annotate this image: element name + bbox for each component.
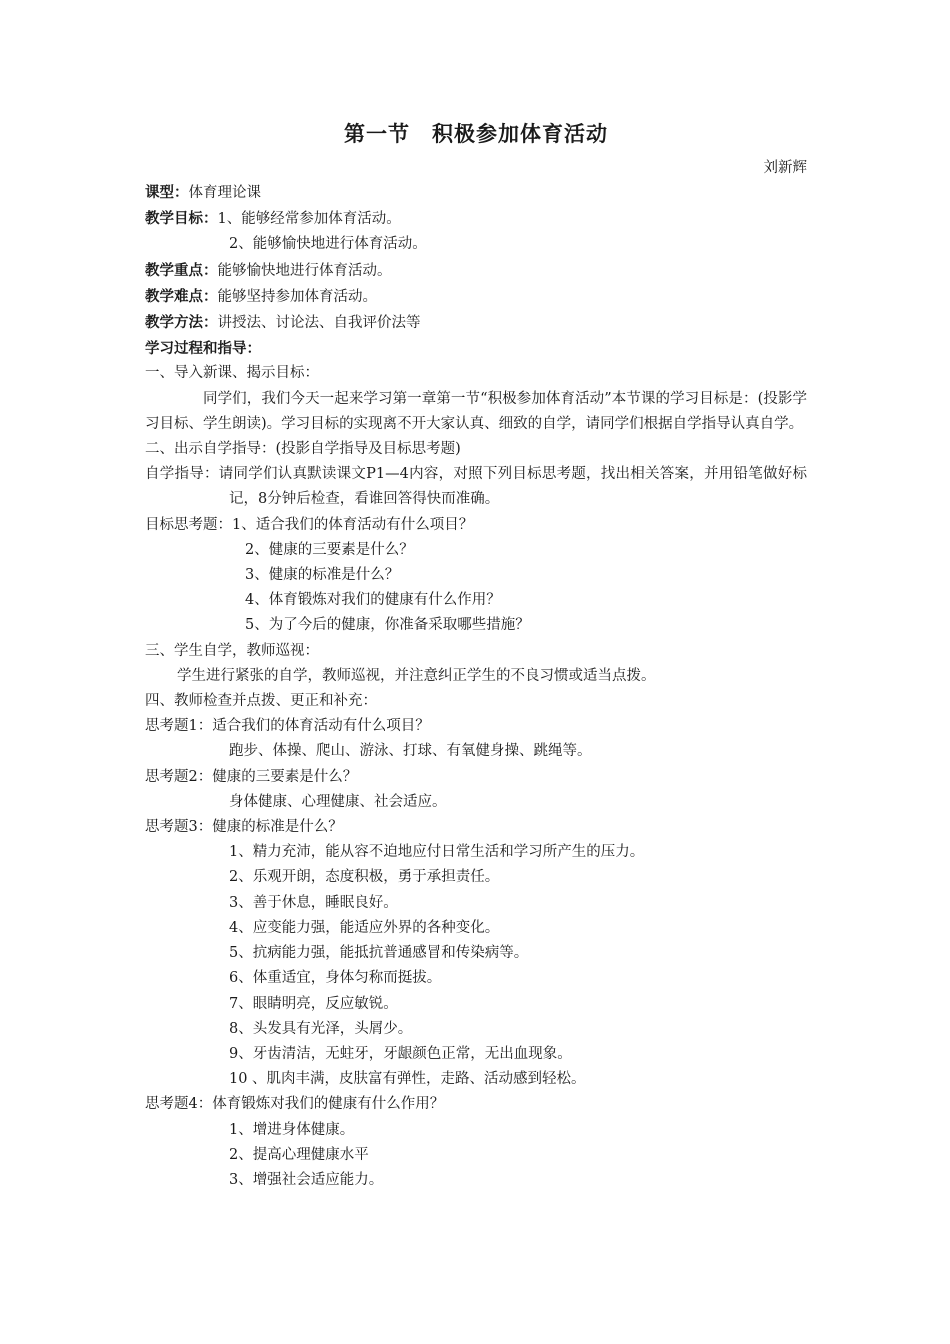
method-line (145, 310, 807, 336)
course-type-line (145, 180, 807, 206)
q3-answer-item: 8、头发具有光泽，头屑少。 (229, 1020, 413, 1037)
section-3-paragraph: 学生进行紧张的自学，教师巡视，并注意纠正学生的不良习惯或适当点拨。 (177, 667, 656, 684)
q4-answer-item: 2、提高心理健康水平 (229, 1146, 369, 1163)
section-1-paragraph: 同学们，我们今天一起来学习第一章第一节“积极参加体育活动”本节课的学习目标是：(投影学习目标、学生朗读)。学习目标的实现离不开大家认真、细致的自学，请同学们根据自学指导认真自学。 (145, 390, 807, 432)
q3-line (145, 815, 807, 840)
author-name: 刘新辉 (763, 160, 807, 176)
teaching-goal-1: 1、能够经常参加体育活动。 (217, 211, 401, 228)
question-item: 5、为了今后的健康，你准备采取哪些措施？ (245, 617, 530, 634)
question-item: 3、健康的标准是什么？ (245, 567, 400, 584)
q3-answer-item: 9、牙齿清洁，无蛀牙，牙龈颜色正常，无出血现象。 (229, 1045, 572, 1062)
course-type-label: 课型： (145, 184, 189, 201)
q3-question: 健康的标准是什么？ (212, 819, 343, 836)
section-2-heading: 二、出示自学指导：(投影自学指导及目标思考题) (145, 441, 461, 458)
q4-question: 体育锻炼对我们的健康有什么作用？ (212, 1096, 445, 1113)
q3-answer-item: 7、眼睛明亮，反应敏锐。 (229, 995, 398, 1012)
q3-answer-item: 4、应变能力强，能适应外界的各种变化。 (229, 919, 500, 936)
question-item: 4、体育锻炼对我们的健康有什么作用？ (245, 592, 501, 609)
q4-label: 思考题4： (145, 1096, 213, 1113)
q3-answer-item: 10 、肌肉丰满，皮肤富有弹性，走路、活动感到轻松。 (229, 1071, 586, 1088)
q2-question: 健康的三要素是什么？ (212, 768, 358, 785)
q3-label: 思考题3： (145, 819, 213, 836)
section-1-heading: 一、导入新课、揭示目标： (145, 365, 319, 382)
section-3-heading: 三、学生自学，教师巡视： (145, 642, 319, 659)
teaching-goal-label: 教学目标： (145, 210, 218, 228)
question-item: 1、适合我们的体育活动有什么项目？ (232, 516, 474, 533)
q3-answer-item: 6、体重适宜，身体匀称而挺拔。 (229, 970, 442, 987)
q2-answer: 身体健康、心理健康、社会适应。 (229, 793, 447, 810)
method-label: 教学方法： (145, 314, 218, 332)
question-item: 2、健康的三要素是什么？ (245, 541, 414, 558)
key-point-label: 教学重点： (145, 261, 218, 279)
teaching-goal-2: 2、能够愉快地进行体育活动。 (229, 236, 427, 253)
q2-line (145, 765, 807, 790)
q3-answer-item: 3、善于休息，睡眠良好。 (229, 894, 398, 911)
method-value: 讲授法、讨论法、自我评价法等 (217, 315, 421, 332)
page-title: 第一节 积极参加体育活动 (344, 121, 608, 146)
q4-answer-item: 3、增强社会适应能力。 (229, 1171, 384, 1188)
q4-line (145, 1092, 807, 1117)
difficulty-line (145, 284, 807, 310)
section-4-heading: 四、教师检查并点拨、更正和补充： (145, 693, 377, 710)
q2-label: 思考题2： (145, 768, 213, 785)
q3-answer-item: 5、抗病能力强，能抵抗普通感冒和传染病等。 (229, 945, 529, 962)
q4-answer-item: 1、增进身体健康。 (229, 1121, 355, 1138)
process-heading: 学习过程和指导： (145, 340, 261, 358)
difficulty-value: 能够坚持参加体育活动。 (217, 288, 377, 305)
difficulty-label: 教学难点： (145, 287, 218, 305)
q3-answer-item: 1、精力充沛，能从容不迫地应付日常生活和学习所产生的压力。 (229, 844, 645, 861)
key-point-value: 能够愉快地进行体育活动。 (217, 262, 392, 279)
self-study-guide: 自学指导：请同学们认真默读课文P1—4内容，对照下列目标思考题，找出相关答案，并用铅笔做好标记，8分钟后检查，看谁回答得快而准确。 (145, 466, 807, 508)
question-list-line (145, 513, 807, 538)
q1-line (145, 714, 807, 739)
course-type-value: 体育理论课 (188, 185, 261, 201)
question-list-label: 目标思考题： (145, 516, 232, 533)
document-body (145, 180, 807, 1193)
teaching-goal-line (145, 206, 807, 232)
q1-question: 适合我们的体育活动有什么项目？ (212, 718, 430, 735)
q1-answer: 跑步、体操、爬山、游泳、打球、有氧健身操、跳绳等。 (229, 743, 592, 760)
key-point-line (145, 258, 807, 284)
q1-label: 思考题1： (145, 718, 213, 735)
q3-answer-item: 2、乐观开朗，态度积极，勇于承担责任。 (229, 869, 500, 886)
